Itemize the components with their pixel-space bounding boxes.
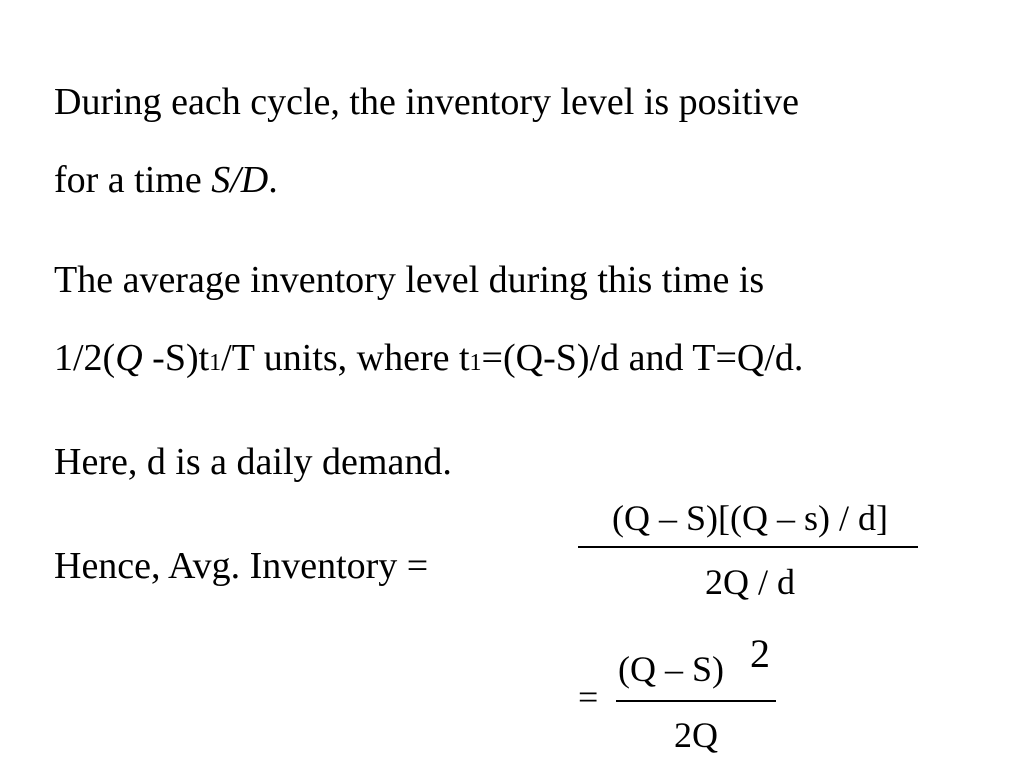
paragraph-2-line-2-part-3: /T units, where t	[221, 337, 470, 379]
paragraph-2-line-1	[54, 258, 764, 302]
formula-1-denominator: 2Q / d	[705, 562, 795, 602]
paragraph-2-line-2-subscript-2: 1	[469, 350, 482, 376]
paragraph-1-line-1-text: During each cycle, the inventory level is positive	[54, 81, 799, 123]
formula-2-numerator: (Q – S)	[618, 649, 724, 689]
paragraph-1-line-1	[54, 80, 799, 124]
formula-2-fraction-bar	[616, 700, 776, 702]
paragraph-3-line-1-text: Here, d is a daily demand.	[54, 441, 452, 483]
formula-2-equals: =	[578, 677, 599, 717]
paragraph-1-line-2-italic: S/D	[211, 159, 269, 201]
paragraph-3-line-1	[54, 440, 452, 484]
paragraph-2-line-2-part-2: -S)t	[142, 337, 210, 379]
paragraph-2-line-2-part-4: =(Q-S)/d and T=Q/d.	[481, 337, 804, 379]
paragraph-1-line-2-suffix: .	[268, 159, 278, 201]
paragraph-1-line-2-prefix: for a time	[54, 159, 212, 201]
formula-2-denominator: 2Q	[674, 715, 718, 755]
paragraph-1-line-2	[54, 158, 278, 202]
paragraph-2-line-2	[54, 336, 803, 385]
avg-inventory-label-text: Hence, Avg. Inventory =	[54, 545, 429, 587]
avg-inventory-label	[54, 544, 428, 588]
paragraph-2-line-1-text: The average inventory level during this time is	[54, 259, 765, 301]
formula-1-numerator: (Q – S)[(Q – s) / d]	[612, 498, 888, 538]
formula-2-exponent: 2	[750, 631, 770, 676]
formula-1-fraction-bar	[578, 546, 918, 548]
paragraph-2-line-2-italic-q: Q	[115, 337, 143, 379]
paragraph-2-line-2-subscript-1: 1	[209, 350, 222, 376]
paragraph-2-line-2-part-1: 1/2(	[54, 337, 116, 379]
